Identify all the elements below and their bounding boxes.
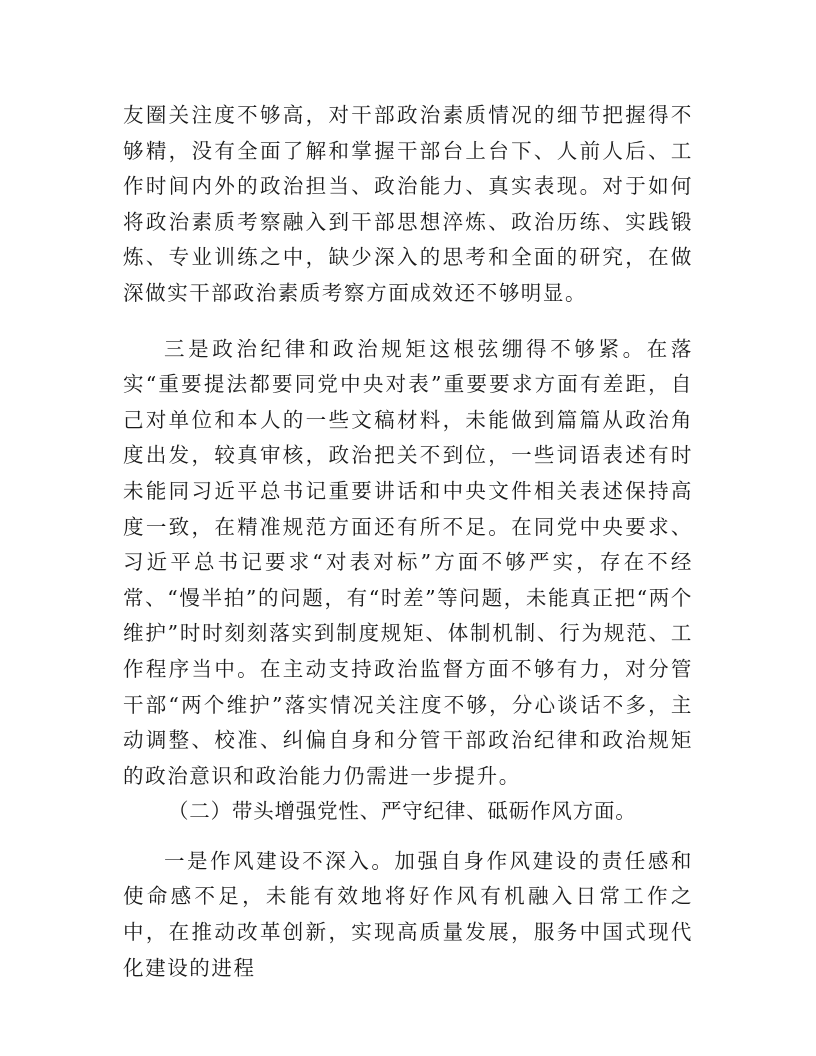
section-heading: （二）带头增强党性、严守纪律、砥砺作风方面。 [168,799,637,824]
paragraph-continued: 友圈关注度不够高，对干部政治素质情况的细节把握得不够精，没有全面了解和掌握干部台上台下、人前人后、工作时间内外的政治担当、政治能力、真实表现。对于如何将政治素质考察融入到干部思想淬炼、政治历练、实践锻炼、专业训练之中，缺少深入的思考和全面的研究，在做深做实干部政治素质考察方面成效还不够明显。 [123,103,693,305]
paragraph-work-style: 一是作风建设不深入。加强自身作风建设的责任感和使命感不足，未能有效地将好作风有机融入日常工作之中，在推动改革创新，实现高质量发展，服务中国式现代化建设的进程 [123,848,693,980]
paragraph-political-discipline: 三是政治纪律和政治规矩这根弦绷得不够紧。在落实“重要提法都要同党中央对表”重要要求方面有差距，自己对单位和本人的一些文稿材料，未能做到篇篇从政治角度出发，较真审核，政治把关不到位，一些词语表述有时未能同习近平总书记重要讲话和中央文件相关表述保持高度一致，在精准规范方面还有所不足。在同党中央要求、习近平总书记要求“对表对标”方面不够严实，存在不经常、“慢半拍”的问题，有“时差”等问题，未能真正把“两个维护”时时刻刻落实到制度规矩、体制机制、行为规范、工作程序当中。在主动支持政治监督方面不够有力，对分管干部“两个维护”落实情况关注度不够，分心谈话不多，主动调整、校准、纠偏自身和分管干部政治纪律和政治规矩的政治意识和政治能力仍需进一步提升。 [123,336,693,788]
document-body [123,98,693,986]
